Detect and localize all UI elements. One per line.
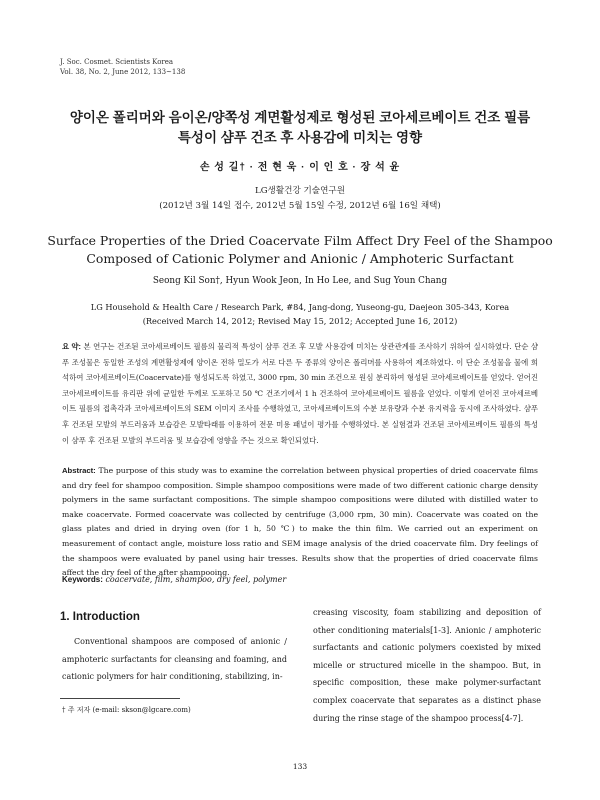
english-abstract: [62, 464, 538, 581]
keywords-list: coacervate, film, shampoo, dry feel, polymer: [105, 575, 287, 584]
english-title: [30, 232, 570, 268]
keywords: [62, 575, 538, 584]
keywords-label: Keywords:: [62, 575, 103, 584]
korean-abstract-text: 본 연구는 건조된 코아세르베이트 필름의 물리적 특성이 샴푸 건조 후 모발 사용감에 미치는 상관관계를 조사하기 위하여 실시하였다. 단순 샴푸 조성물은 동일한 조성의 계면활성제에 양이온 전하 밀도가 서로 다른 두 종류의 양이온 폴리머를 사용하여 제조하였다. 이 단순 조성물을 물에 희석하여 코아세르베이트(Coacervate)를 형성되도록 하였고, 3000 rpm, 30 min 조건으로 원심 분리하여 형성된 코아세르베이트를 얻었다. 얻어진 코아세르베이트를 유리판 위에 균일한 두께로 도포하고 50 ℃ 건조기에서 1 h 건조하여 코아세르베이트 필름을 얻었다. 이렇게 얻어진 코아세르베이트 필름의 접촉각과 코아세르베이트의 SEM 이미지 조사를 수행하였고, 코아세르베이트의 수분 보유량과 수분 유지력을 동시에 조사하였다. 샴푸 후 건조된 모발의 부드러움과 보습감은 모발타래를 이용하여 전문 미용 패널이 평가를 수행하였다. 본 실험결과 건조된 코아세르베이트 필름의 특성이 샴푸 후 건조된 모발의 부드러움 및 보습감에 영향을 주는 것으로 확인되었다.: [62, 342, 538, 445]
korean-affiliation-dates: (2012년 3월 14일 접수, 2012년 5월 15일 수정, 2012년 6월 16일 채택): [159, 201, 441, 211]
section-number: 1.: [60, 611, 70, 623]
journal-name: J. Soc. Cosmet. Scientists Korea: [60, 58, 174, 66]
footnote: † 주 저자 (e-mail: skson@lgcare.com): [62, 706, 191, 714]
footnote-divider: [60, 698, 180, 699]
korean-affiliation-org: LG생활건강 기술연구원: [254, 186, 346, 196]
korean-affiliation: [0, 184, 600, 214]
english-affiliation-dates: (Received March 14, 2012; Revised May 15, 2012; Accepted June 16, 2012): [142, 316, 458, 326]
section-heading: [60, 611, 140, 623]
journal-volume: Vol. 38, No. 2, June 2012, 133~138: [60, 68, 186, 76]
page-number: 133: [292, 762, 308, 771]
english-affiliation-org: LG Household & Health Care / Research Park, #84, Jang-dong, Yuseong-gu, Daejeon 305-343, Korea: [90, 302, 510, 312]
english-authors: Seong Kil Son†, Hyun Wook Jeon, In Ho Lee, and Sug Youn Chang: [152, 276, 448, 286]
section-title: Introduction: [72, 611, 140, 623]
korean-title-line1: 양이온 폴리머와 음이온/양쪽성 계면활성제로 형성된 코아세르베이트 건조 필름: [69, 110, 531, 125]
korean-authors: 손 성 길† · 전 현 욱 · 이 인 호 · 장 석 윤: [199, 162, 401, 173]
korean-title-line2: 특성이 샴푸 건조 후 사용감에 미치는 영향: [177, 130, 423, 145]
english-title-line1: Surface Properties of the Dried Coacervate Film Affect Dry Feel of the Shampoo: [47, 233, 553, 248]
english-abstract-label: Abstract:: [62, 466, 96, 475]
korean-title: [40, 108, 560, 148]
korean-abstract: [62, 339, 538, 448]
korean-abstract-label: 요 약:: [62, 342, 81, 351]
body-right-column: creasing viscosity, foam stabilizing and deposition of other conditioning materials[1-3]. Anionic / amphoteric surfactants and cationic polymers coexisted by mixed micelle or structured micelle in the shampoo. But, in specific composition, these make polymer-surfactant complex coacervate that separates as a distinct phase during the rinse stage of the shampoo process[4-7].: [313, 608, 541, 723]
english-title-line2: Composed of Cationic Polymer and Anionic / Amphoteric Surfactant: [86, 251, 514, 266]
english-abstract-text: The purpose of this study was to examine the correlation between physical properties of dried coacervate films and dry feel for shampoo composition. Simple shampoo compositions were made of two different cationic charge density polymers in the same surfactant compositions. The simple shampoo compositions were diluted with distilled water to make coacervate. Formed coacervate was collected by centrifuge (3,000 rpm, 30 min). Coacervate was coated on the glass plates and dried in drying oven (for 1 h, 50 ℃) to make the thin film. We carried out an experiment on measurement of contact angle, moisture loss ratio and SEM image analysis of the dried coacervate film. Dry feelings of the shampoos were evaluated by panel using hair tresses. Results show that the properties of dried coacervate films affect the dry feel of the after shampooing.: [62, 466, 538, 578]
body-left-column: Conventional shampoos are composed of anionic / amphoteric surfactants for cleansing and foaming, and cationic polymers for hair conditioning, stabilizing, in-: [62, 637, 287, 682]
journal-info: [60, 57, 185, 77]
english-affiliation: [0, 300, 600, 328]
